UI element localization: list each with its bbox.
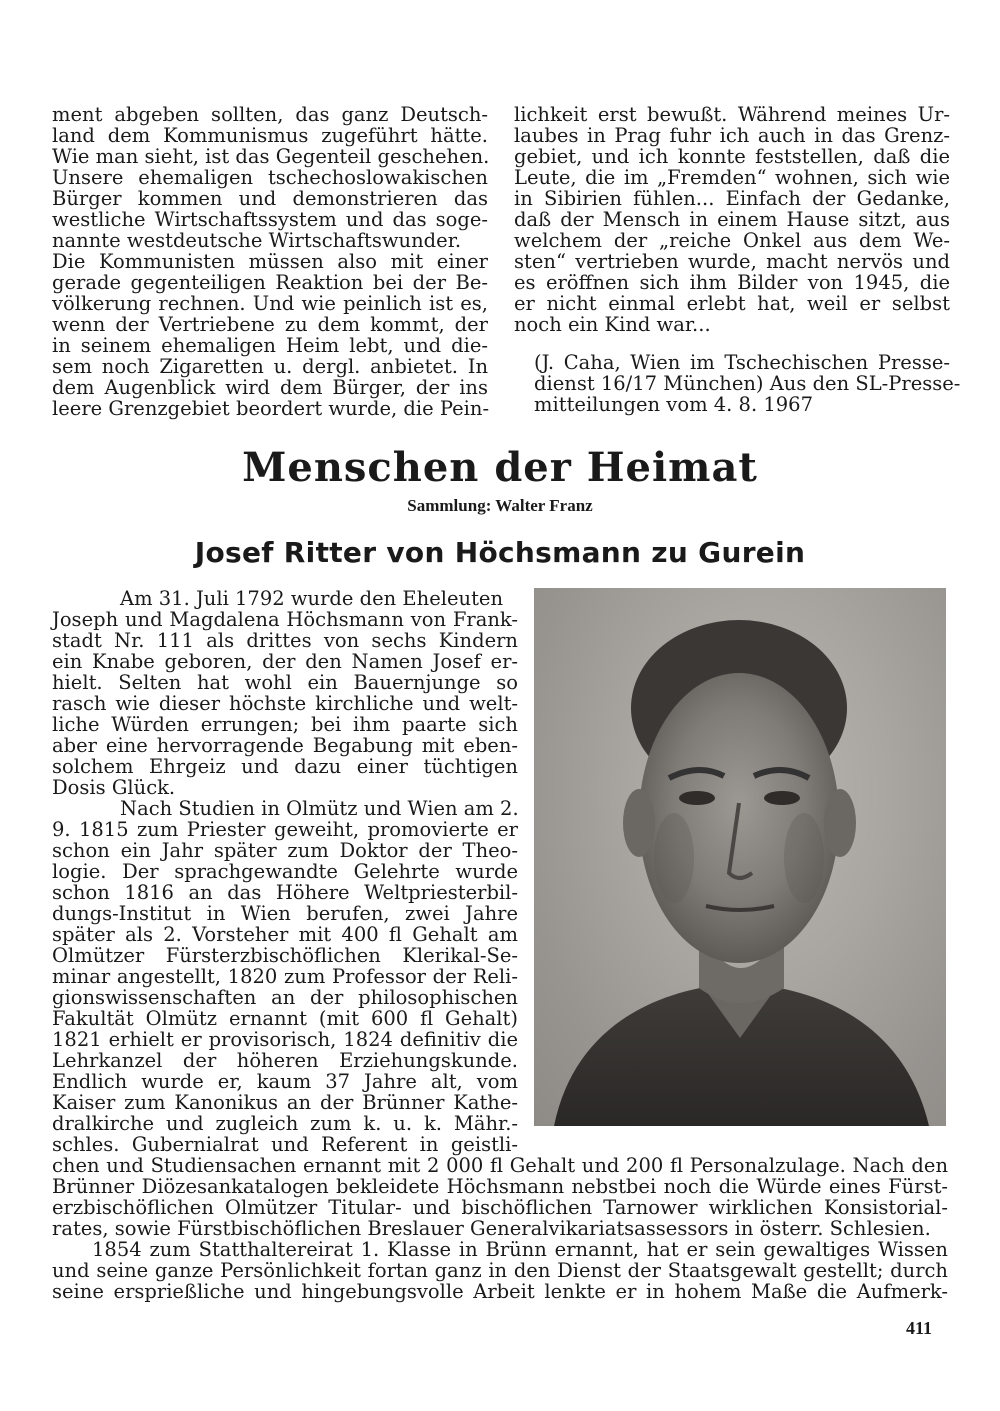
text-line: logie. Der sprachgewandte Gelehrte wurde	[52, 860, 518, 883]
text-line: westliche Wirtschaftssystem und das soge-	[52, 208, 488, 231]
text-line: schles. Gubernialrat und Referent in geistli-	[52, 1133, 518, 1156]
text-line: Brünner Diözesankatalogen bekleidete Höchsmann nebstbei noch die Würde eines Fürst-	[52, 1175, 948, 1198]
text-line: und seine ganze Persönlichkeit fortan ganz in den Dienst der Staatsgewalt gestellt; durch	[52, 1259, 948, 1282]
text-line: sten“ vertrieben wurde, macht nervös und	[514, 250, 950, 273]
text-line: noch ein Kind war...	[514, 313, 711, 336]
text-line: daß der Mensch in einem Hause sitzt, aus	[514, 208, 950, 231]
text-line: lichkeit erst bewußt. Während meines Ur-	[514, 103, 950, 126]
text-line: Nach Studien in Olmütz und Wien am 2.	[120, 797, 519, 820]
text-line: Endlich wurde er, kaum 37 Jahre alt, vom	[52, 1070, 518, 1093]
text-line: gionswissenschaften an der philosophischen	[52, 986, 518, 1009]
text-line: Olmützer Fürsterzbischöflichen Klerikal-Se-	[52, 944, 518, 967]
section-title: Menschen der Heimat	[242, 444, 758, 491]
text-line: hielt. Selten hat wohl ein Bauernjunge so	[52, 671, 518, 694]
text-line: Bürger kommen und demonstrieren das	[52, 187, 488, 210]
citation-line: dienst 16/17 München) Aus den SL-Presse-	[534, 372, 961, 395]
text-line: liche Würden errungen; bei ihm paarte sich	[52, 713, 518, 736]
text-line: stadt Nr. 111 als drittes von sechs Kindern	[52, 629, 518, 652]
text-line: 1854 zum Statthaltereirat 1. Klasse in Brünn ernannt, hat er sein gewaltiges Wissen	[92, 1238, 948, 1261]
text-line: Wie man sieht, ist das Gegenteil geschehen.	[52, 145, 490, 168]
text-line: land dem Kommunismus zugeführt hätte.	[52, 124, 488, 147]
citation-line: (J. Caha, Wien im Tschechischen Presse-	[534, 351, 950, 374]
text-line: ein Knabe geboren, der den Namen Josef er-	[52, 650, 518, 673]
text-line: es eröffnen sich ihm Bilder von 1945, die	[514, 271, 950, 294]
text-line: Joseph und Magdalena Höchsmann von Frank-	[52, 608, 518, 631]
text-line: erzbischöflichen Olmützer Titular- und bischöflichen Tarnower wirklichen Konsistorial-	[52, 1196, 948, 1219]
text-line: Fakultät Olmütz ernannt (mit 600 fl Gehalt)	[52, 1007, 518, 1030]
text-line: er nicht einmal erlebt hat, weil er selbst	[514, 292, 950, 315]
portrait-photo	[534, 588, 946, 1126]
text-line: sem noch Zigaretten u. dergl. anbietet. In	[52, 355, 488, 378]
text-line: Unsere ehemaligen tschechoslowakischen	[52, 166, 488, 189]
text-line: ment abgeben sollten, das ganz Deutsch-	[52, 103, 488, 126]
text-line: Leute, die im „Fremden“ wohnen, sich wie	[514, 166, 950, 189]
text-line: welchem der „reiche Onkel aus dem We-	[514, 229, 950, 252]
citation-line: mitteilungen vom 4. 8. 1967	[534, 393, 813, 416]
text-line: laubes in Prag fuhr ich auch in das Grenz-	[514, 124, 950, 147]
text-line: gebiet, und ich konnte feststellen, daß die	[514, 145, 950, 168]
text-line: gerade gegenteiligen Reaktion bei der Be-	[52, 271, 488, 294]
portrait-illustration	[534, 588, 946, 1126]
text-line: wenn der Vertriebene zu dem kommt, der	[52, 313, 488, 336]
text-line: chen und Studiensachen ernannt mit 2 000 fl Gehalt und 200 fl Personalzulage. Nach den	[52, 1154, 948, 1177]
text-line: Am 31. Juli 1792 wurde den Eheleuten	[120, 587, 504, 610]
text-line: Die Kommunisten müssen also mit einer	[52, 250, 488, 273]
text-line: minar angestellt, 1820 zum Professor der Reli-	[52, 965, 518, 988]
text-line: in Sibirien fühlen... Einfach der Gedanke,	[514, 187, 950, 210]
text-line: in seinem ehemaligen Heim lebt, und die-	[52, 334, 488, 357]
text-line: schon ein Jahr später zum Doktor der Theo-	[52, 839, 518, 862]
text-line: völkerung rechnen. Und wie peinlich ist es,	[52, 292, 488, 315]
text-line: 1821 erhielt er provisorisch, 1824 definitiv die	[52, 1028, 518, 1051]
text-line: 9. 1815 zum Priester geweiht, promovierte er	[52, 818, 518, 841]
text-line: solchem Ehrgeiz und dazu einer tüchtigen	[52, 755, 518, 778]
text-line: dungs-Institut in Wien berufen, zwei Jahre	[52, 902, 518, 925]
text-line: leere Grenzgebiet beordert wurde, die Pein-	[52, 397, 490, 420]
text-line: Dosis Glück.	[52, 776, 176, 799]
text-line: seine ersprießliche und hingebungsvolle Arbeit lenkte er in hohem Maße die Aufmerk-	[52, 1280, 948, 1303]
text-line: dralkirche und zugleich zum k. u. k. Mähr.-	[52, 1112, 518, 1135]
text-line: rasch wie dieser höchste kirchliche und welt-	[52, 692, 518, 715]
text-line: rates, sowie Fürstbischöflichen Breslauer Generalvikariatsassessors in österr. Schlesien.	[52, 1217, 931, 1240]
page-number: 411	[906, 1318, 933, 1338]
article-title: Josef Ritter von Höchsmann zu Gurein	[194, 536, 806, 569]
text-line: nannte westdeutsche Wirtschaftswunder.	[52, 229, 462, 252]
text-line: dem Augenblick wird dem Bürger, der ins	[52, 376, 488, 399]
text-line: später als 2. Vorsteher mit 400 fl Gehalt am	[52, 923, 518, 946]
text-line: Lehrkanzel der höheren Erziehungskunde.	[52, 1049, 518, 1072]
text-line: Kaiser zum Kanonikus an der Brünner Kathe-	[52, 1091, 518, 1114]
text-line: schon 1816 an das Höhere Weltpriesterbil-	[52, 881, 518, 904]
text-line: aber eine hervorragende Begabung mit eben-	[52, 734, 518, 757]
section-subtitle: Sammlung: Walter Franz	[407, 496, 593, 515]
